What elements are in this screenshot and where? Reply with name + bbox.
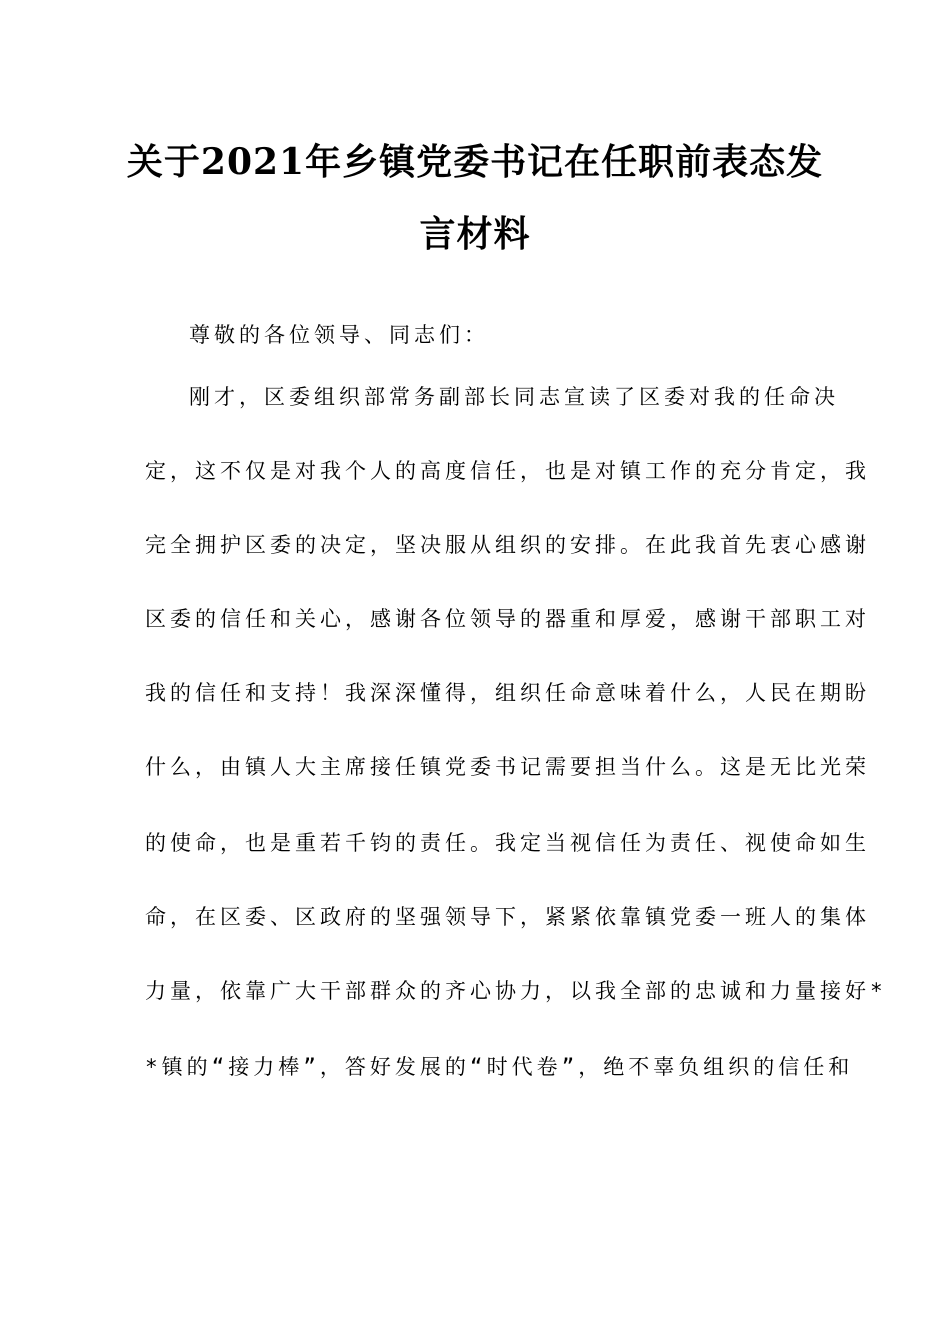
paragraph-line: 命，在区委、区政府的坚强领导下，紧紧依靠镇党委一班人的集体	[145, 905, 870, 929]
paragraph-line: 的使命，也是重若千钧的责任。我定当视信任为责任、视使命如生	[145, 831, 870, 855]
paragraph-line: 什么，由镇人大主席接任镇党委书记需要担当什么。这是无比光荣	[145, 755, 870, 779]
document-title-line-2: 言材料	[419, 213, 531, 255]
paragraph-line: 力量，依靠广大干部群众的齐心协力，以我全部的忠诚和力量接好*	[145, 979, 887, 1003]
paragraph-line: *镇的“接力棒”，答好发展的“时代卷”，绝不辜负组织的信任和	[145, 1055, 854, 1079]
paragraph-line: 定，这不仅是对我个人的高度信任，也是对镇工作的充分肯定，我	[145, 459, 870, 483]
paragraph-line: 区委的信任和关心，感谢各位领导的器重和厚爱，感谢干部职工对	[145, 607, 870, 631]
paragraph-line: 完全拥护区委的决定，坚决服从组织的安排。在此我首先衷心感谢	[145, 533, 870, 557]
paragraph-line: 我的信任和支持！我深深懂得，组织任命意味着什么，人民在期盼	[145, 681, 870, 705]
document-title-line-1: 关于2021年乡镇党委书记在任职前表态发	[126, 141, 824, 183]
paragraph-line: 刚才，区委组织部常务副部长同志宣读了区委对我的任命决	[189, 385, 839, 409]
salutation: 尊敬的各位领导、同志们：	[189, 323, 489, 347]
